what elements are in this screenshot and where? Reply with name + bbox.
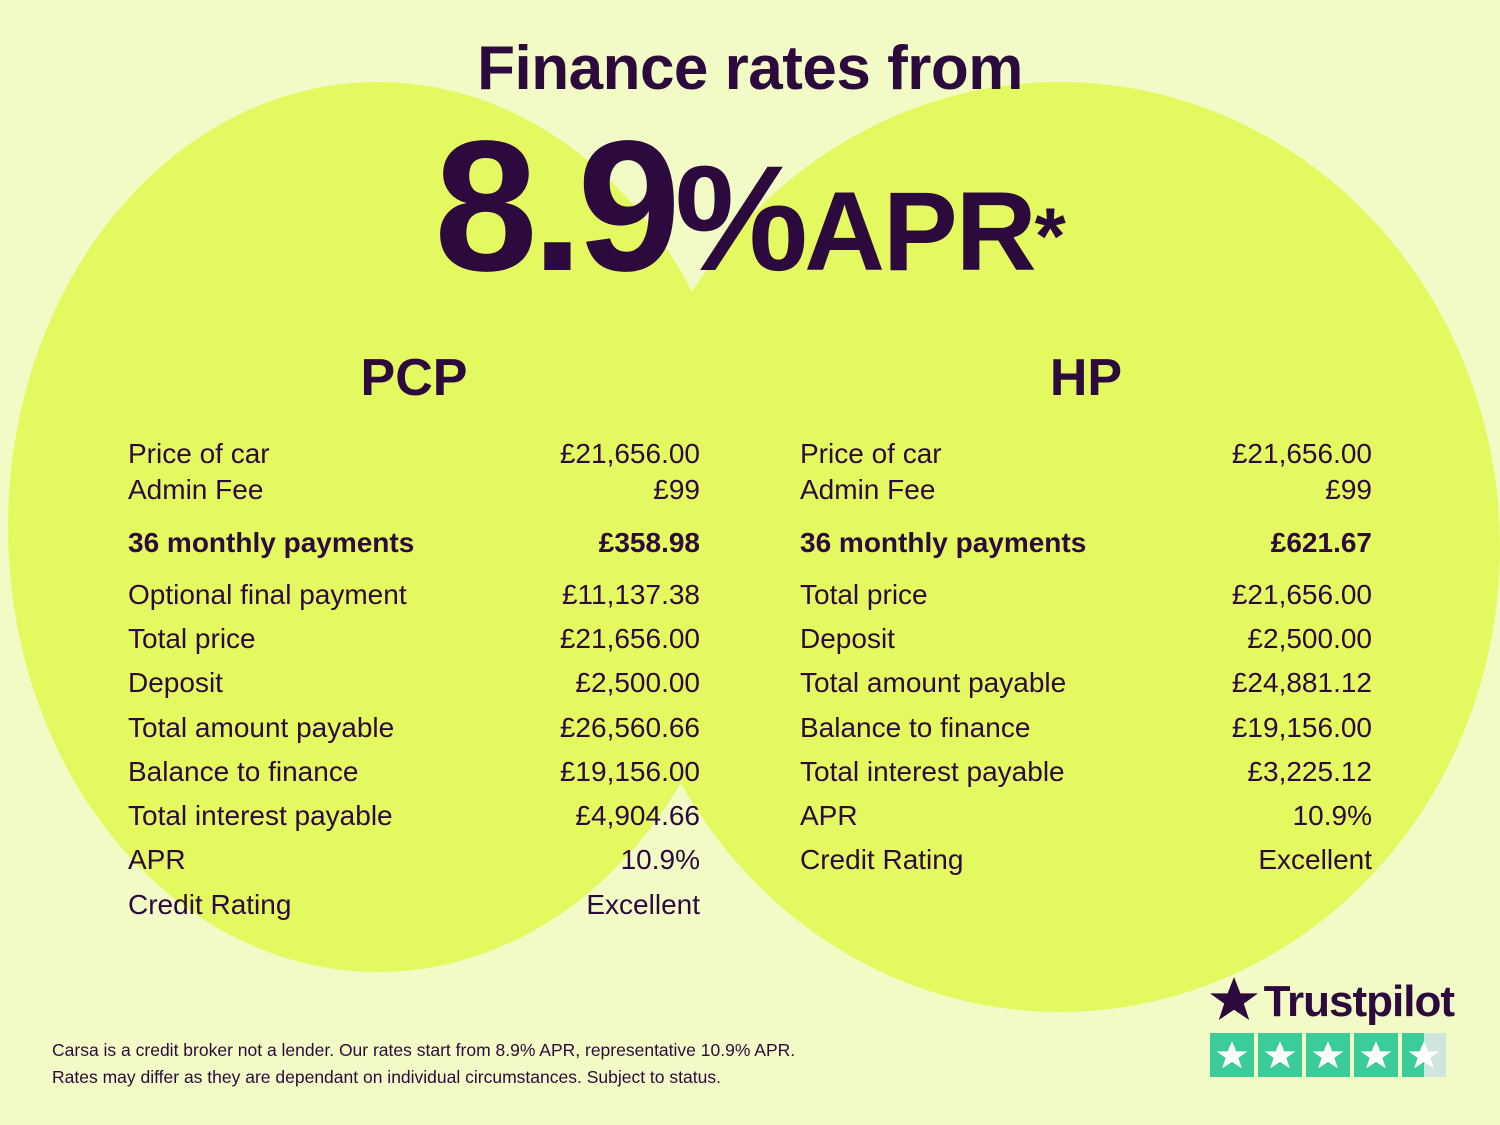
trustpilot-wordmark: Trustpilot xyxy=(1263,976,1454,1026)
row-value: £24,881.12 xyxy=(1231,667,1372,699)
table-row xyxy=(124,617,704,661)
finance-column-hp xyxy=(796,348,1376,927)
row-value: Excellent xyxy=(586,888,700,920)
row-label: Total amount payable xyxy=(128,711,395,743)
table-row xyxy=(796,472,1376,508)
star-icon-filled xyxy=(1258,1033,1302,1077)
row-label: Total price xyxy=(128,623,256,655)
row-value: £2,500.00 xyxy=(575,667,700,699)
row-label: Credit Rating xyxy=(800,844,964,876)
row-value: £19,156.00 xyxy=(559,755,700,787)
row-label: Total amount payable xyxy=(800,667,1067,699)
row-value: £21,656.00 xyxy=(1231,438,1372,469)
trustpilot-rating xyxy=(1210,976,1454,1077)
row-value: £21,656.00 xyxy=(1231,579,1372,611)
row-value: £621.67 xyxy=(1270,526,1372,558)
row-value: 10.9% xyxy=(1292,800,1372,832)
row-label: Admin Fee xyxy=(128,474,264,506)
row-label: Total interest payable xyxy=(128,800,393,832)
apr-word: APR xyxy=(804,169,1035,294)
row-label: Price of car xyxy=(800,438,942,469)
column-title-pcp: PCP xyxy=(360,349,468,407)
row-label: APR xyxy=(128,844,186,876)
table-row xyxy=(124,661,704,705)
apr-number: 8.9 xyxy=(434,103,675,310)
rates-table-pcp xyxy=(124,436,704,927)
row-value: £21,656.00 xyxy=(559,623,700,655)
trustpilot-logo xyxy=(1210,976,1454,1027)
row-value: 10.9% xyxy=(620,844,700,876)
disclaimer xyxy=(52,1037,795,1091)
row-label: Balance to finance xyxy=(128,755,359,787)
star-icon-filled xyxy=(1210,1033,1254,1077)
row-label: 36 monthly payments xyxy=(800,526,1087,558)
table-row xyxy=(124,794,704,838)
row-value: £99 xyxy=(653,474,700,506)
trustpilot-star-icon xyxy=(1210,976,1258,1027)
table-row xyxy=(796,573,1376,617)
table-row xyxy=(124,883,704,927)
star-icon-filled xyxy=(1354,1033,1398,1077)
row-label: Price of car xyxy=(128,438,270,469)
row-value: £3,225.12 xyxy=(1247,755,1372,787)
table-row xyxy=(796,661,1376,705)
row-label: Deposit xyxy=(128,667,223,699)
column-title-hp: HP xyxy=(1049,349,1123,407)
rates-table-hp xyxy=(796,436,1376,883)
row-label: Total interest payable xyxy=(800,755,1065,787)
table-row xyxy=(124,838,704,882)
table-row xyxy=(796,617,1376,661)
trustpilot-stars xyxy=(1210,1033,1454,1077)
finance-comparison xyxy=(0,348,1500,927)
row-value: £99 xyxy=(1325,474,1372,506)
table-row-highlight xyxy=(796,509,1376,573)
disclaimer-line-1: Carsa is a credit broker not a lender. Our rates start from 8.9% APR, representative 10.9% APR. xyxy=(52,1039,796,1060)
row-value: £358.98 xyxy=(598,526,700,558)
row-label: Total price xyxy=(800,579,928,611)
row-value: £21,656.00 xyxy=(559,438,700,469)
table-row xyxy=(124,573,704,617)
table-row xyxy=(796,838,1376,882)
row-label: Credit Rating xyxy=(128,888,292,920)
disclaimer-line-2: Rates may differ as they are dependant on individual circumstances. Subject to status. xyxy=(52,1066,721,1087)
star-icon-half xyxy=(1402,1033,1446,1077)
row-value: £4,904.66 xyxy=(575,800,700,832)
table-row xyxy=(796,436,1376,472)
apr-headline xyxy=(0,103,1500,310)
table-row xyxy=(124,706,704,750)
star-icon-filled xyxy=(1306,1033,1350,1077)
row-value: Excellent xyxy=(1258,844,1372,876)
row-label: 36 monthly payments xyxy=(128,526,415,558)
page-title: Finance rates from xyxy=(477,34,1023,103)
row-value: £19,156.00 xyxy=(1231,711,1372,743)
row-value: £26,560.66 xyxy=(559,711,700,743)
apr-percent-symbol: % xyxy=(674,134,805,302)
row-label: APR xyxy=(800,800,858,832)
table-row xyxy=(796,750,1376,794)
table-row xyxy=(796,794,1376,838)
table-row-highlight xyxy=(124,509,704,573)
row-label: Deposit xyxy=(800,623,895,655)
table-row xyxy=(124,750,704,794)
row-value: £2,500.00 xyxy=(1247,623,1372,655)
table-row xyxy=(124,472,704,508)
row-label: Optional final payment xyxy=(128,579,407,611)
table-row xyxy=(124,436,704,472)
finance-column-pcp xyxy=(124,348,704,927)
table-row xyxy=(796,706,1376,750)
row-value: £11,137.38 xyxy=(561,579,700,611)
row-label: Balance to finance xyxy=(800,711,1031,743)
apr-asterisk: * xyxy=(1034,191,1066,281)
row-label: Admin Fee xyxy=(800,474,936,506)
